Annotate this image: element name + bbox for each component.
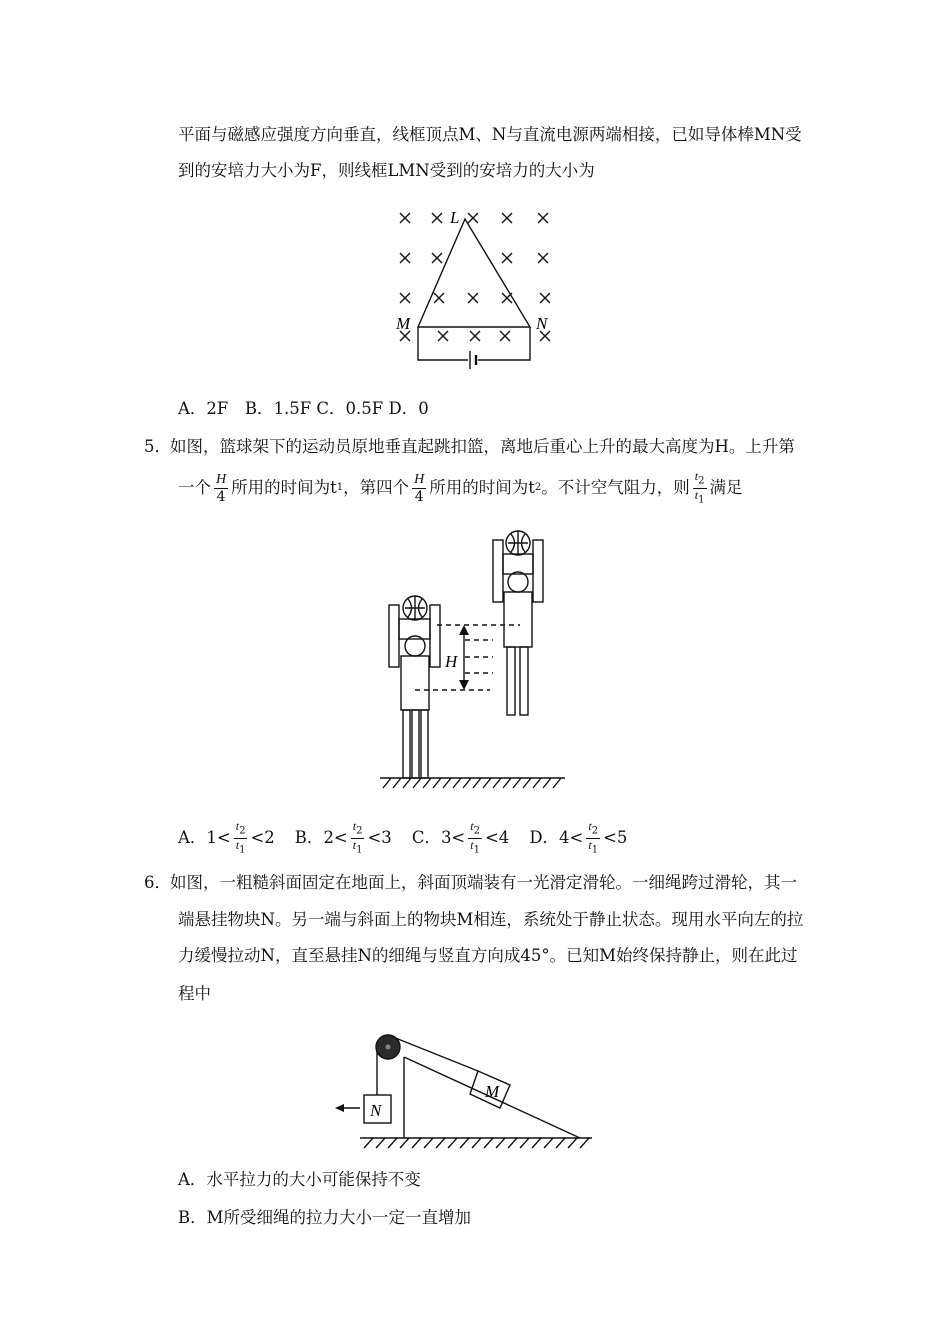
- q4-figure-triangle-frame: [390, 205, 570, 370]
- q4-text-line-1: 平面与磁感应强度方向垂直，线框顶点M、N与直流电源两端相接，已如导体棒MN受: [178, 125, 802, 144]
- q5-option-b: B． 2< $\frac{t_2}{t_1}$ <3: [294, 819, 392, 855]
- q5-figure-basketball-jump: [375, 525, 575, 795]
- q4-options: A．2F B．1.5F C．0.5F D．0: [178, 399, 429, 418]
- q6-figure-incline-pulley: [330, 1025, 600, 1155]
- q4-text-line-2: 到的安培力大小为F，则线框LMN受到的安培力的大小为: [178, 161, 595, 180]
- label-N: N: [536, 314, 548, 333]
- fraction-H-over-4-second: $\frac{H}{4}$: [414, 471, 425, 505]
- q6-text-line-4: 程中: [178, 984, 211, 1003]
- q6-text-line-3: 力缓慢拉动N，直至悬挂N的细绳与竖直方向成45°。已知M始终保持静止，则在此过: [178, 946, 798, 965]
- label-L: L: [450, 208, 460, 227]
- q6-option-a: A．水平拉力的大小可能保持不变: [178, 1170, 421, 1189]
- q6-text-line-1: 如图，一粗糙斜面固定在地面上，斜面顶端装有一光滑定滑轮。一细绳跨过滑轮，其一: [170, 873, 797, 892]
- q5-number: 5．: [144, 437, 171, 456]
- label-M: M: [485, 1082, 500, 1101]
- q5-option-d: D． 4< $\frac{t_2}{t_1}$ <5: [529, 819, 628, 855]
- label-M: M: [396, 314, 411, 333]
- q5-option-c: C． 3< $\frac{t_2}{t_1}$ <4: [411, 819, 510, 855]
- label-N: N: [370, 1101, 382, 1120]
- fraction-t2-over-t1: $\frac{t_2}{t_1}$: [694, 469, 705, 505]
- label-H: H: [445, 652, 458, 671]
- q5-text-line-1: 如图，篮球架下的运动员原地垂直起跳扣篮，离地后重心上升的最大高度为H。上升第: [170, 437, 795, 456]
- q5-option-a: A． 1< $\frac{t_2}{t_1}$ <2: [178, 819, 275, 855]
- q5-text-line-2: 一个 $\frac{H}{4}$ 所用的时间为t 1 ，第四个 $\frac{H}{4}$ 所用的时间为t 2 。不计空气阻力，则 $\frac{t_2}{t_1}$ 满足: [178, 469, 743, 505]
- q6-text-line-2: 端悬挂物块N。另一端与斜面上的物块M相连，系统处于静止状态。现用水平向左的拉: [178, 910, 804, 929]
- fraction-H-over-4: $\frac{H}{4}$: [216, 471, 227, 505]
- q5-options: [178, 816, 627, 860]
- q6-number: 6．: [144, 873, 171, 892]
- q6-option-b: B．M所受细绳的拉力大小一定一直增加: [178, 1208, 472, 1227]
